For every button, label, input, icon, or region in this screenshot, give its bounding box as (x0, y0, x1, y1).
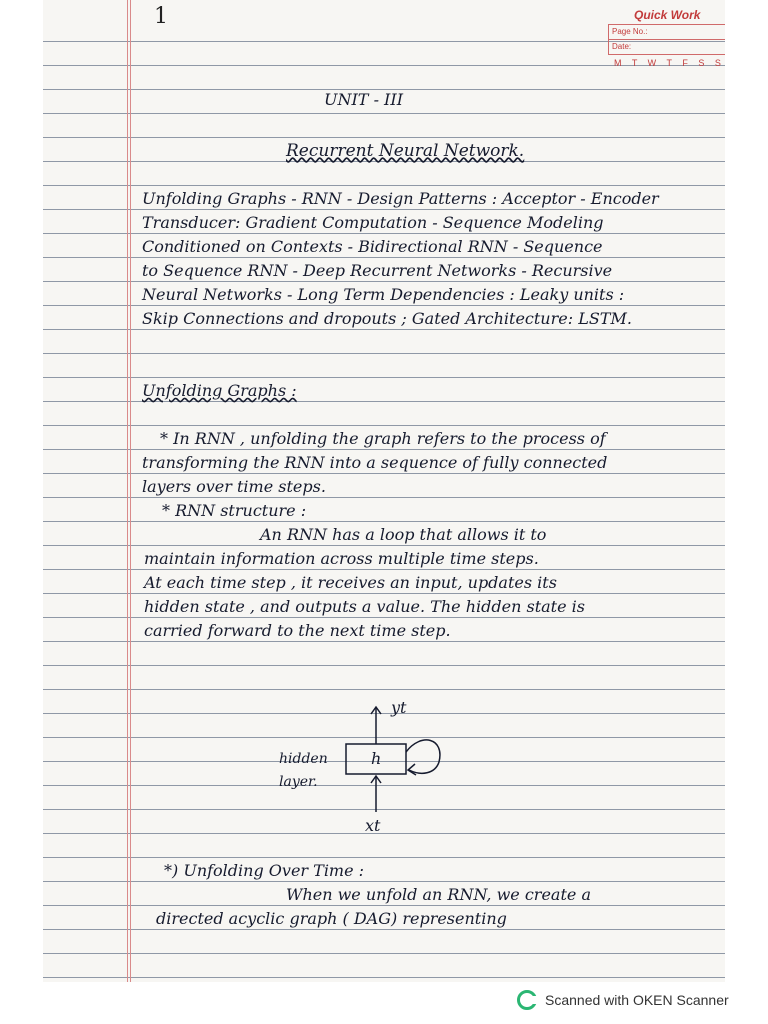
rnn-loop-diagram (43, 0, 725, 982)
paragraph-line: layers over time steps. (142, 477, 326, 496)
paragraph-line: transforming the RNN into a sequence of fully connected (142, 453, 608, 472)
section-heading-unfolding: Unfolding Graphs : (142, 381, 297, 400)
rnn-structure-heading: * RNN structure : (162, 501, 307, 520)
page-title: Recurrent Neural Network. (286, 141, 525, 161)
paragraph-line: directed acyclic graph ( DAG) representing (156, 909, 507, 928)
date-label: Date: (612, 42, 632, 51)
syllabus-line: Skip Connections and dropouts ; Gated Architecture: LSTM. (142, 309, 632, 328)
page-number: 1 (154, 4, 168, 29)
paragraph-line: maintain information across multiple time steps. (144, 549, 539, 568)
hidden-layer-label: layer. (279, 774, 318, 790)
scanner-footer (517, 990, 729, 1010)
unfolding-over-time-heading: *) Unfolding Over Time : (164, 861, 365, 880)
output-label: yt (391, 698, 407, 717)
paragraph-line: An RNN has a loop that allows it to (260, 525, 547, 544)
syllabus-line: to Sequence RNN - Deep Recurrent Networks - Recursive (142, 261, 613, 280)
syllabus-line: Unfolding Graphs - RNN - Design Patterns : Acceptor - Encoder (142, 189, 659, 208)
hidden-layer-label: hidden (279, 751, 328, 767)
paragraph-line: When we unfold an RNN, we create a (286, 885, 591, 904)
unit-heading: UNIT - III (324, 90, 404, 109)
syllabus-line: Conditioned on Contexts - Bidirectional RNN - Sequence (142, 237, 603, 256)
hidden-node-label: h (371, 749, 382, 768)
syllabus-line: Transducer: Gradient Computation - Sequence Modeling (142, 213, 604, 232)
scanner-logo-icon (517, 990, 537, 1010)
page-no-label: Page No.: (609, 25, 725, 40)
paragraph-line: hidden state , and outputs a value. The hidden state is (144, 597, 585, 616)
paragraph-line: carried forward to the next time step. (144, 621, 451, 640)
input-label: xt (365, 816, 381, 835)
syllabus-line: Neural Networks - Long Term Dependencies : Leaky units : (142, 285, 625, 304)
loop-arrowhead (408, 764, 416, 775)
notebook-page (43, 0, 725, 982)
weekday-row: M T W T F S S (614, 58, 725, 68)
quick-work-brand: Quick Work (634, 8, 701, 22)
paragraph-line: * In RNN , unfolding the graph refers to the process of (160, 429, 606, 448)
scanner-text: Scanned with OKEN Scanner (545, 992, 729, 1008)
paragraph-line: At each time step , it receives an input, updates its (144, 573, 557, 592)
